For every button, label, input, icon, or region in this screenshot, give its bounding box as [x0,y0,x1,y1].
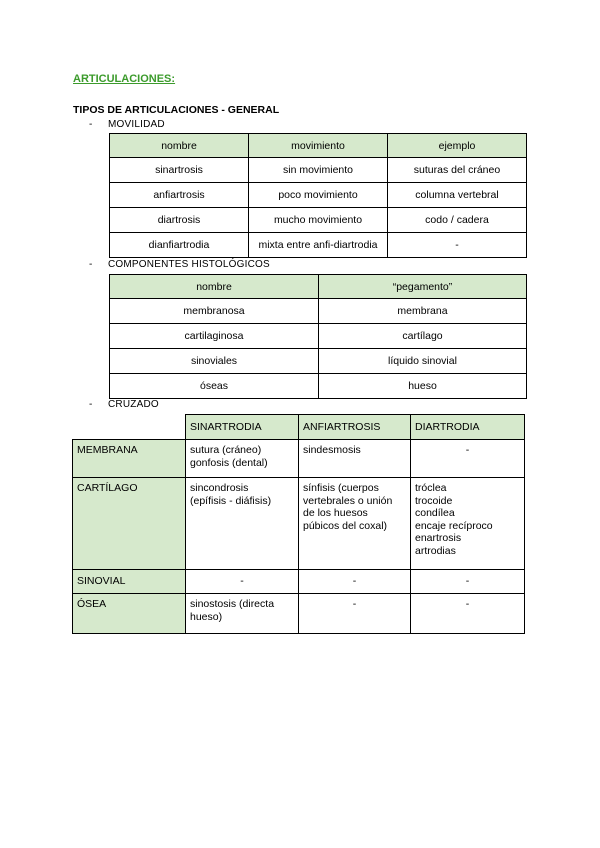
table-cell: mixta entre anfi-diartrodia [249,233,388,258]
componentes-table [109,274,527,399]
table-row [73,570,525,594]
table-cell: - [186,570,299,594]
header-cell: ANFIARTROSIS [299,415,411,440]
table-cell: líquido sinovial [319,349,527,374]
section-heading: TIPOS DE ARTICULACIONES - GENERAL [73,104,280,116]
bullet-label: CRUZADO [108,399,159,410]
table-cell: anfiartrosis [110,183,249,208]
movilidad-table [109,133,527,258]
table-cell: - [299,594,411,634]
table-cell: tróclea trocoide condílea encaje recíproco enartrosis artrodias [411,478,525,570]
table-header-row [110,275,527,299]
table-cell: sinartrosis [110,158,249,183]
table-cell: - [411,440,525,478]
page-title: ARTICULACIONES: [73,73,176,85]
row-header-cell: CARTÍLAGO [73,478,186,570]
table-cell: - [299,570,411,594]
table-cell: membranosa [110,299,319,324]
header-cell: DIARTRODIA [411,415,525,440]
table-row [73,594,525,634]
table-row [73,478,525,570]
bullet-label: MOVILIDAD [108,119,165,130]
table-cell: sincondrosis (epífisis - diáfisis) [186,478,299,570]
bullet-dash: - [89,119,93,130]
table-row [110,374,527,399]
bullet-movilidad [89,119,389,133]
table-row [110,349,527,374]
header-cell: SINARTRODIA [186,415,299,440]
bullet-dash: - [89,259,93,270]
bullet-label: COMPONENTES HISTOLÓGICOS [108,259,270,270]
table-row [110,299,527,324]
table-header-row [110,134,527,158]
row-header-cell: MEMBRANA [73,440,186,478]
table-cell: sínfisis (cuerpos vertebrales o unión de los huesos púbicos del coxal) [299,478,411,570]
cruzado-table [72,414,525,634]
table-cell: - [411,594,525,634]
table-cell: codo / cadera [388,208,527,233]
bullet-componentes [89,259,389,273]
bullet-cruzado [89,399,389,413]
corner-cell [73,415,186,440]
table-cell: sinostosis (directa hueso) [186,594,299,634]
header-cell: ejemplo [388,134,527,158]
table-row [110,183,527,208]
table-cell: óseas [110,374,319,399]
table-cell: diartrosis [110,208,249,233]
table-cell: cartílago [319,324,527,349]
table-cell: membrana [319,299,527,324]
row-header-cell: SINOVIAL [73,570,186,594]
table-header-row [73,415,525,440]
table-cell: sin movimiento [249,158,388,183]
table-cell: columna vertebral [388,183,527,208]
header-cell: “pegamento” [319,275,527,299]
table-cell: poco movimiento [249,183,388,208]
table-cell: suturas del cráneo [388,158,527,183]
table-cell: sutura (cráneo) gonfosis (dental) [186,440,299,478]
table-cell: hueso [319,374,527,399]
table-cell: - [388,233,527,258]
table-row [110,158,527,183]
table-row [110,233,527,258]
header-cell: nombre [110,275,319,299]
table-cell: - [411,570,525,594]
row-header-cell: ÓSEA [73,594,186,634]
table-cell: sinoviales [110,349,319,374]
table-cell: mucho movimiento [249,208,388,233]
table-row [110,324,527,349]
header-cell: movimiento [249,134,388,158]
header-cell: nombre [110,134,249,158]
table-cell: dianfiartrodia [110,233,249,258]
bullet-dash: - [89,399,93,410]
table-cell: sindesmosis [299,440,411,478]
table-cell: cartilaginosa [110,324,319,349]
table-row [110,208,527,233]
table-row [73,440,525,478]
